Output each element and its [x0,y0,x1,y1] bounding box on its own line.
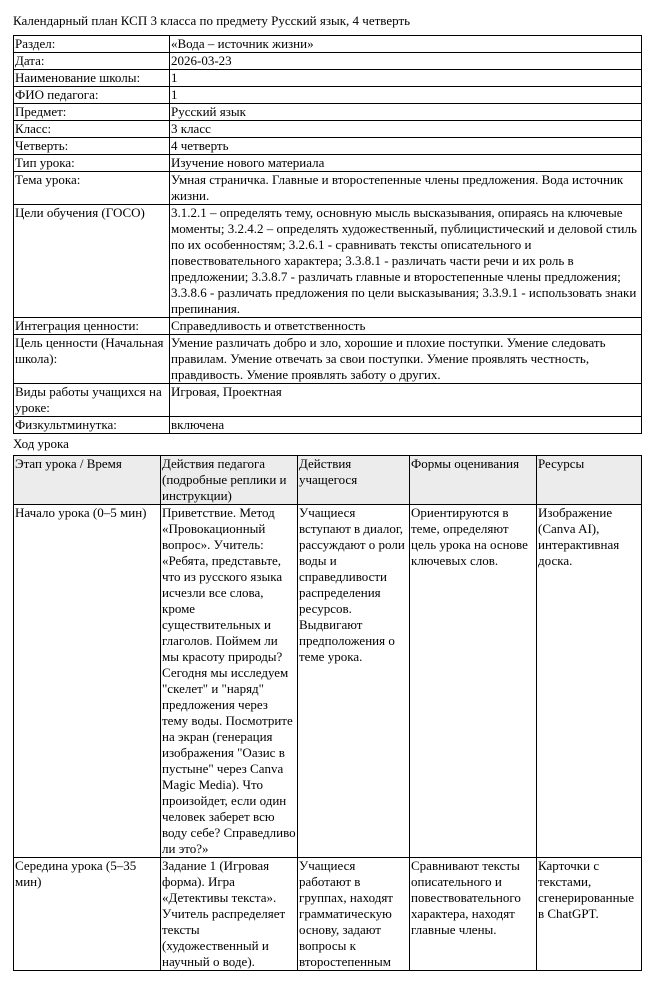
info-label: Наименование школы: [14,70,170,87]
info-row [14,335,642,384]
info-value: 1 [170,87,642,104]
info-value: 2026-03-23 [170,53,642,70]
cell-teacher-actions: Приветствие. Метод «Провокационный вопрос». Учитель: «Ребята, представьте, что из русского языка исчезли все слова, кроме существительных и глаголов. Поймем ли мы красоту природы? Сегодня мы исследуем "скелет" и "наряд" предложения через тему воды. Посмотрите на экран (генерация изображения "Оазис в пустыне" через Canva Magic Media). Что произойдет, если один человек заберет всю воду себе? Справедливо ли это?» [162,505,296,856]
header-resources: Ресурсы [537,456,642,505]
info-label: Виды работы учащихся на уроке: [14,384,170,417]
info-row [14,53,642,70]
info-row [14,70,642,87]
info-row [14,36,642,53]
info-label: Тема урока: [14,172,170,205]
info-value: Умение различать добро и зло, хорошие и плохие поступки. Умение следовать правилам. Умение отвечать за свои поступки. Умение проявлять честность, правдивость. Умение проявлять заботу о других. [170,335,642,384]
info-row [14,87,642,104]
info-value: 4 четверть [170,138,642,155]
lesson-header-row [14,456,642,505]
info-row [14,104,642,121]
header-assessment: Формы оценивания [410,456,537,505]
lesson-flow-table [13,455,642,971]
info-row [14,121,642,138]
info-label: Цель ценности (Начальная школа): [14,335,170,384]
cell-student-actions: Учащиеся работают в группах, находят грамматическую основу, задают вопросы к второстепенным [298,858,410,971]
info-label: Класс: [14,121,170,138]
header-stage: Этап урока / Время [14,456,161,505]
info-row [14,384,642,417]
header-teacher-actions: Действия педагога (подробные реплики и инструкции) [161,456,298,505]
info-row [14,318,642,335]
cell-resources: Изображение (Canva AI), интерактивная доска. [537,505,642,858]
info-label: Интеграция ценности: [14,318,170,335]
info-value: 3 класс [170,121,642,138]
info-label: Раздел: [14,36,170,53]
info-label: Дата: [14,53,170,70]
info-label: Четверть: [14,138,170,155]
cell-stage: Середина урока (5–35 мин) [14,858,161,971]
lesson-row [14,858,642,971]
info-value: Справедливость и ответственность [170,318,642,335]
cell-assessment: Ориентируются в теме, определяют цель урока на основе ключевых слов. [410,505,537,858]
header-student-actions: Действия учащегося [298,456,410,505]
lesson-flow-heading: Ход урока [13,436,69,451]
info-value: Умная страничка. Главные и второстепенные члены предложения. Вода источник жизни. [170,172,642,205]
info-value: Игровая, Проектная [170,384,642,417]
info-label: Цели обучения (ГОСО) [14,205,170,318]
info-value: Изучение нового материала [170,155,642,172]
info-value: Русский язык [170,104,642,121]
info-value: включена [170,417,642,434]
cell-student-actions: Учащиеся вступают в диалог, рассуждают о роли воды и справедливости распределения ресурсов. Выдвигают предположения о теме урока. [298,505,410,858]
info-row [14,138,642,155]
cell-teacher-actions: Задание 1 (Игровая форма). Игра «Детективы текста». Учитель распределяет тексты (художественный и научный о воде). [161,858,298,971]
cell-stage: Начало урока (0–5 мин) [14,505,161,858]
info-row [14,172,642,205]
cell-resources: Карточки с текстами, сгенерированные в ChatGPT. [537,858,642,971]
document-title: Календарный план КСП 3 класса по предмету Русский язык, 4 четверть [13,13,411,28]
info-label: ФИО педагога: [14,87,170,104]
info-value: 1 [170,70,642,87]
info-row [14,205,642,318]
lesson-row [14,505,642,858]
info-label: Тип урока: [14,155,170,172]
info-row [14,155,642,172]
info-value: 3.1.2.1 – определять тему, основную мысль высказывания, опираясь на ключевые моменты; 3.2.4.2 – определять художественный, публицистический и деловой стиль по их особенностям; 3.2.6.1 - сравнивать тексты описательного и повествовательного характера; 3.3.8.1 - различать части речи и их роль в предложении; 3.3.8.7 - различать главные и второстепенные члены предложения; 3.3.8.6 - различать предложения по цели высказывания; 3.3.9.1 - использовать знаки препинания. [170,205,642,318]
lesson-info-table [13,35,642,434]
info-row [14,417,642,434]
info-label: Предмет: [14,104,170,121]
document-page [13,12,641,971]
cell-assessment: Сравнивают тексты описательного и повествовательного характера, находят главные члены. [410,858,537,971]
info-value: «Вода – источник жизни» [170,36,642,53]
info-label: Физкультминутка: [14,417,170,434]
